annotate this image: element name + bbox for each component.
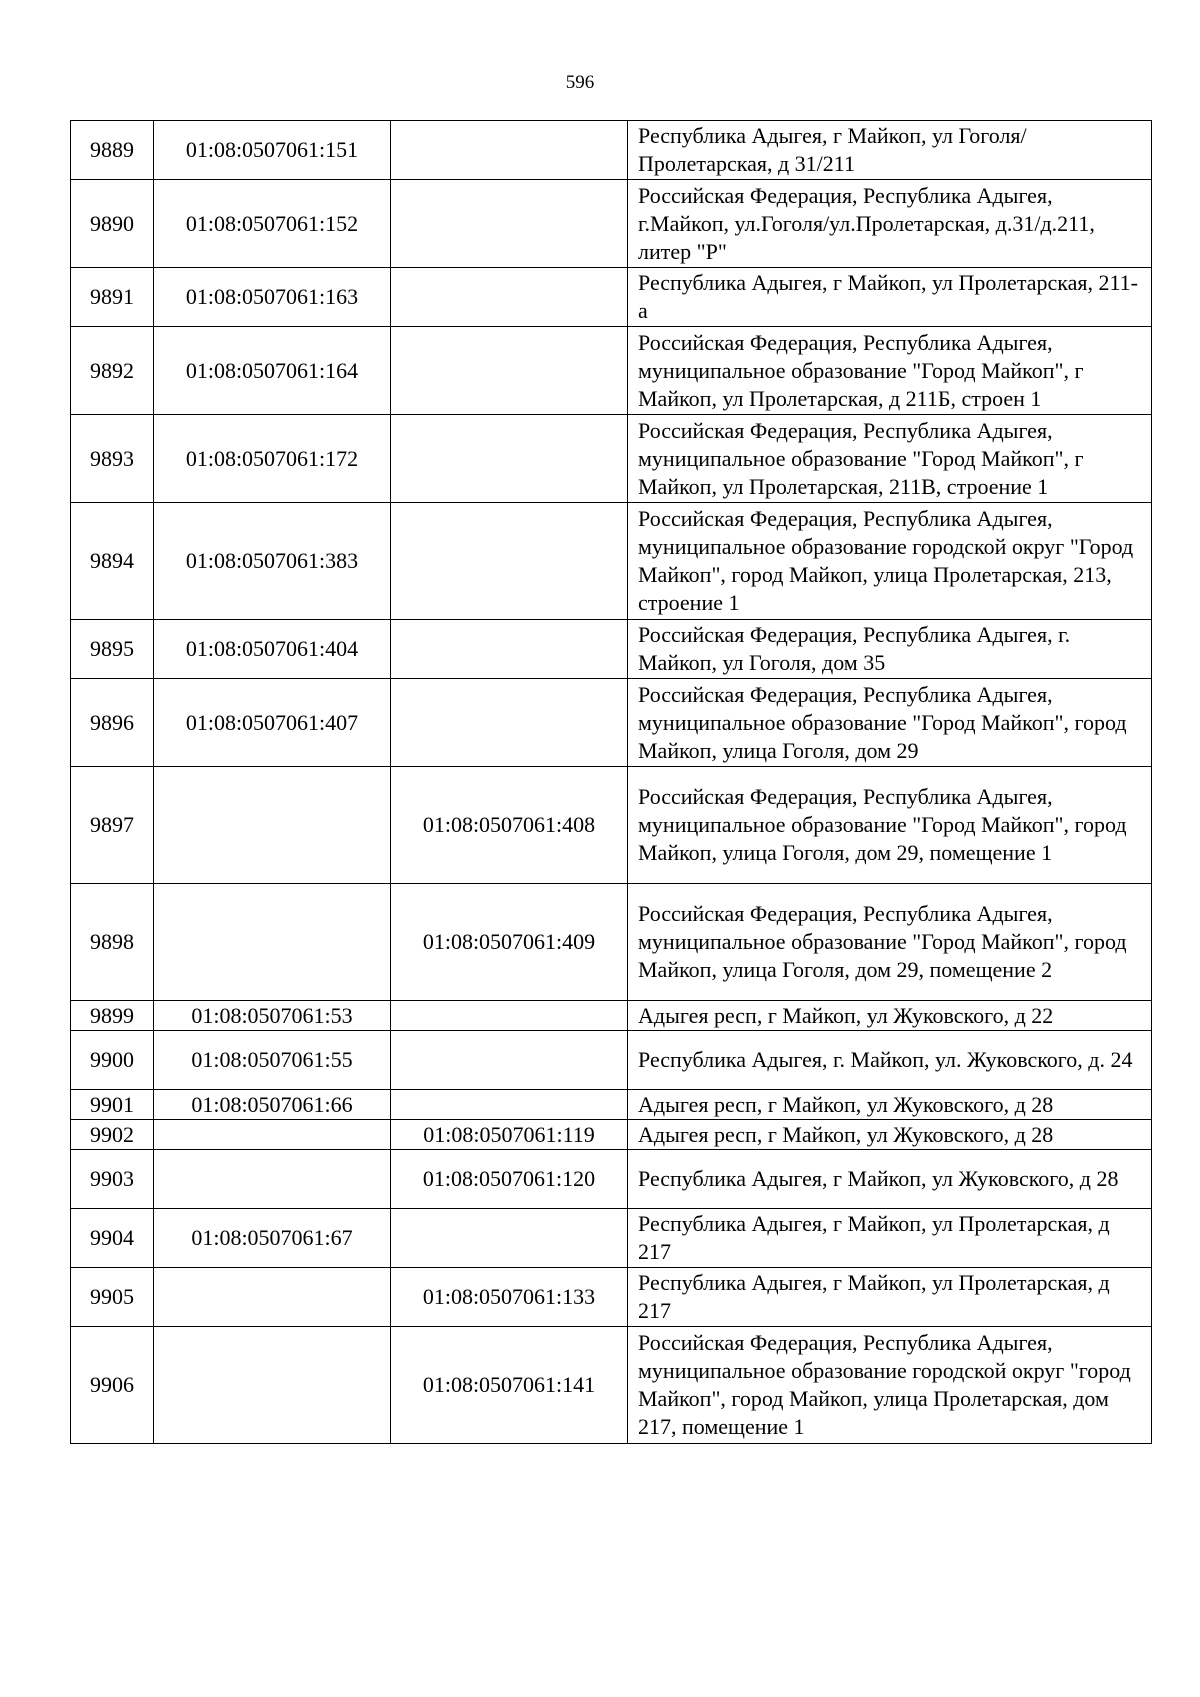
cadastral-number-cell: 01:08:0507061:53 bbox=[154, 1001, 391, 1031]
address-cell: Российская Федерация, Республика Адыгея, муниципальное образование "Город Майкоп", город Майкоп, улица Гоголя, дом 29 bbox=[628, 679, 1152, 767]
table-row bbox=[71, 503, 1152, 620]
premises-cadastral-number-cell bbox=[391, 1090, 628, 1120]
cadastral-number-cell bbox=[154, 1150, 391, 1209]
address-cell: Адыгея респ, г Майкоп, ул Жуковского, д 28 bbox=[628, 1090, 1152, 1120]
table-row bbox=[71, 415, 1152, 503]
cadastral-number-cell: 01:08:0507061:67 bbox=[154, 1209, 391, 1268]
row-number-cell: 9900 bbox=[71, 1031, 154, 1090]
cadastral-number-cell: 01:08:0507061:152 bbox=[154, 180, 391, 268]
table-row bbox=[71, 1090, 1152, 1120]
row-number-cell: 9901 bbox=[71, 1090, 154, 1120]
table-row bbox=[71, 1120, 1152, 1150]
premises-cadastral-number-cell bbox=[391, 1209, 628, 1268]
address-cell: Российская Федерация, Республика Адыгея, муниципальное образование "Город Майкоп", г Майкоп, ул Пролетарская, 211В, строение 1 bbox=[628, 415, 1152, 503]
address-cell: Адыгея респ, г Майкоп, ул Жуковского, д 28 bbox=[628, 1120, 1152, 1150]
table-row bbox=[71, 679, 1152, 767]
address-cell: Российская Федерация, Республика Адыгея, муниципальное образование городской округ "Город Майкоп", город Майкоп, улица Пролетарская, 213, строение 1 bbox=[628, 503, 1152, 620]
cadastral-number-cell: 01:08:0507061:172 bbox=[154, 415, 391, 503]
row-number-cell: 9892 bbox=[71, 327, 154, 415]
cadastral-number-cell bbox=[154, 1120, 391, 1150]
table-row bbox=[71, 180, 1152, 268]
row-number-cell: 9889 bbox=[71, 121, 154, 180]
address-cell: Российская Федерация, Республика Адыгея, г. Майкоп, ул Гоголя, дом 35 bbox=[628, 620, 1152, 679]
address-cell: Республика Адыгея, г Майкоп, ул Гоголя/Пролетарская, д 31/211 bbox=[628, 121, 1152, 180]
address-cell: Республика Адыгея, г Майкоп, ул Пролетарская, 211-а bbox=[628, 268, 1152, 327]
address-cell: Российская Федерация, Республика Адыгея, муниципальное образование "Город Майкоп", г Майкоп, ул Пролетарская, д 211Б, строен 1 bbox=[628, 327, 1152, 415]
premises-cadastral-number-cell bbox=[391, 121, 628, 180]
premises-cadastral-number-cell: 01:08:0507061:408 bbox=[391, 767, 628, 884]
row-number-cell: 9895 bbox=[71, 620, 154, 679]
row-number-cell: 9891 bbox=[71, 268, 154, 327]
page-number: 596 bbox=[565, 72, 595, 93]
row-number-cell: 9902 bbox=[71, 1120, 154, 1150]
address-cell: Республика Адыгея, г Майкоп, ул Пролетарская, д 217 bbox=[628, 1209, 1152, 1268]
cadastral-number-cell bbox=[154, 767, 391, 884]
row-number-cell: 9890 bbox=[71, 180, 154, 268]
premises-cadastral-number-cell bbox=[391, 415, 628, 503]
table-row bbox=[71, 884, 1152, 1001]
cadastral-number-cell: 01:08:0507061:164 bbox=[154, 327, 391, 415]
row-number-cell: 9905 bbox=[71, 1268, 154, 1327]
address-cell: Российская Федерация, Республика Адыгея, г.Майкоп, ул.Гоголя/ул.Пролетарская, д.31/д.211, литер "Р" bbox=[628, 180, 1152, 268]
table-row bbox=[71, 1327, 1152, 1444]
address-cell: Адыгея респ, г Майкоп, ул Жуковского, д 22 bbox=[628, 1001, 1152, 1031]
row-number-cell: 9893 bbox=[71, 415, 154, 503]
registry-table bbox=[70, 120, 1152, 1444]
table-row bbox=[71, 1209, 1152, 1268]
row-number-cell: 9894 bbox=[71, 503, 154, 620]
cadastral-number-cell: 01:08:0507061:55 bbox=[154, 1031, 391, 1090]
table-row bbox=[71, 268, 1152, 327]
premises-cadastral-number-cell bbox=[391, 327, 628, 415]
row-number-cell: 9898 bbox=[71, 884, 154, 1001]
table-row bbox=[71, 121, 1152, 180]
premises-cadastral-number-cell: 01:08:0507061:409 bbox=[391, 884, 628, 1001]
premises-cadastral-number-cell bbox=[391, 679, 628, 767]
row-number-cell: 9903 bbox=[71, 1150, 154, 1209]
cadastral-number-cell: 01:08:0507061:407 bbox=[154, 679, 391, 767]
cadastral-number-cell: 01:08:0507061:383 bbox=[154, 503, 391, 620]
premises-cadastral-number-cell bbox=[391, 1001, 628, 1031]
table-row bbox=[71, 1001, 1152, 1031]
premises-cadastral-number-cell: 01:08:0507061:119 bbox=[391, 1120, 628, 1150]
address-cell: Российская Федерация, Республика Адыгея, муниципальное образование "Город Майкоп", город Майкоп, улица Гоголя, дом 29, помещение 1 bbox=[628, 767, 1152, 884]
premises-cadastral-number-cell bbox=[391, 620, 628, 679]
premises-cadastral-number-cell: 01:08:0507061:141 bbox=[391, 1327, 628, 1444]
address-cell: Республика Адыгея, г. Майкоп, ул. Жуковского, д. 24 bbox=[628, 1031, 1152, 1090]
cadastral-number-cell: 01:08:0507061:151 bbox=[154, 121, 391, 180]
address-cell: Российская Федерация, Республика Адыгея, муниципальное образование городской округ "город Майкоп", город Майкоп, улица Пролетарская, дом 217, помещение 1 bbox=[628, 1327, 1152, 1444]
table-row bbox=[71, 767, 1152, 884]
premises-cadastral-number-cell bbox=[391, 268, 628, 327]
row-number-cell: 9906 bbox=[71, 1327, 154, 1444]
premises-cadastral-number-cell: 01:08:0507061:120 bbox=[391, 1150, 628, 1209]
address-cell: Республика Адыгея, г Майкоп, ул Жуковского, д 28 bbox=[628, 1150, 1152, 1209]
row-number-cell: 9899 bbox=[71, 1001, 154, 1031]
row-number-cell: 9897 bbox=[71, 767, 154, 884]
cadastral-number-cell bbox=[154, 1327, 391, 1444]
premises-cadastral-number-cell bbox=[391, 180, 628, 268]
table-row bbox=[71, 620, 1152, 679]
table-row bbox=[71, 327, 1152, 415]
table-row bbox=[71, 1031, 1152, 1090]
row-number-cell: 9896 bbox=[71, 679, 154, 767]
table-row bbox=[71, 1268, 1152, 1327]
premises-cadastral-number-cell: 01:08:0507061:133 bbox=[391, 1268, 628, 1327]
cadastral-number-cell: 01:08:0507061:66 bbox=[154, 1090, 391, 1120]
cadastral-number-cell bbox=[154, 1268, 391, 1327]
cadastral-number-cell: 01:08:0507061:163 bbox=[154, 268, 391, 327]
row-number-cell: 9904 bbox=[71, 1209, 154, 1268]
premises-cadastral-number-cell bbox=[391, 503, 628, 620]
registry-table-body bbox=[71, 121, 1152, 1444]
cadastral-number-cell: 01:08:0507061:404 bbox=[154, 620, 391, 679]
premises-cadastral-number-cell bbox=[391, 1031, 628, 1090]
table-row bbox=[71, 1150, 1152, 1209]
address-cell: Республика Адыгея, г Майкоп, ул Пролетарская, д 217 bbox=[628, 1268, 1152, 1327]
cadastral-number-cell bbox=[154, 884, 391, 1001]
address-cell: Российская Федерация, Республика Адыгея, муниципальное образование "Город Майкоп", город Майкоп, улица Гоголя, дом 29, помещение 2 bbox=[628, 884, 1152, 1001]
